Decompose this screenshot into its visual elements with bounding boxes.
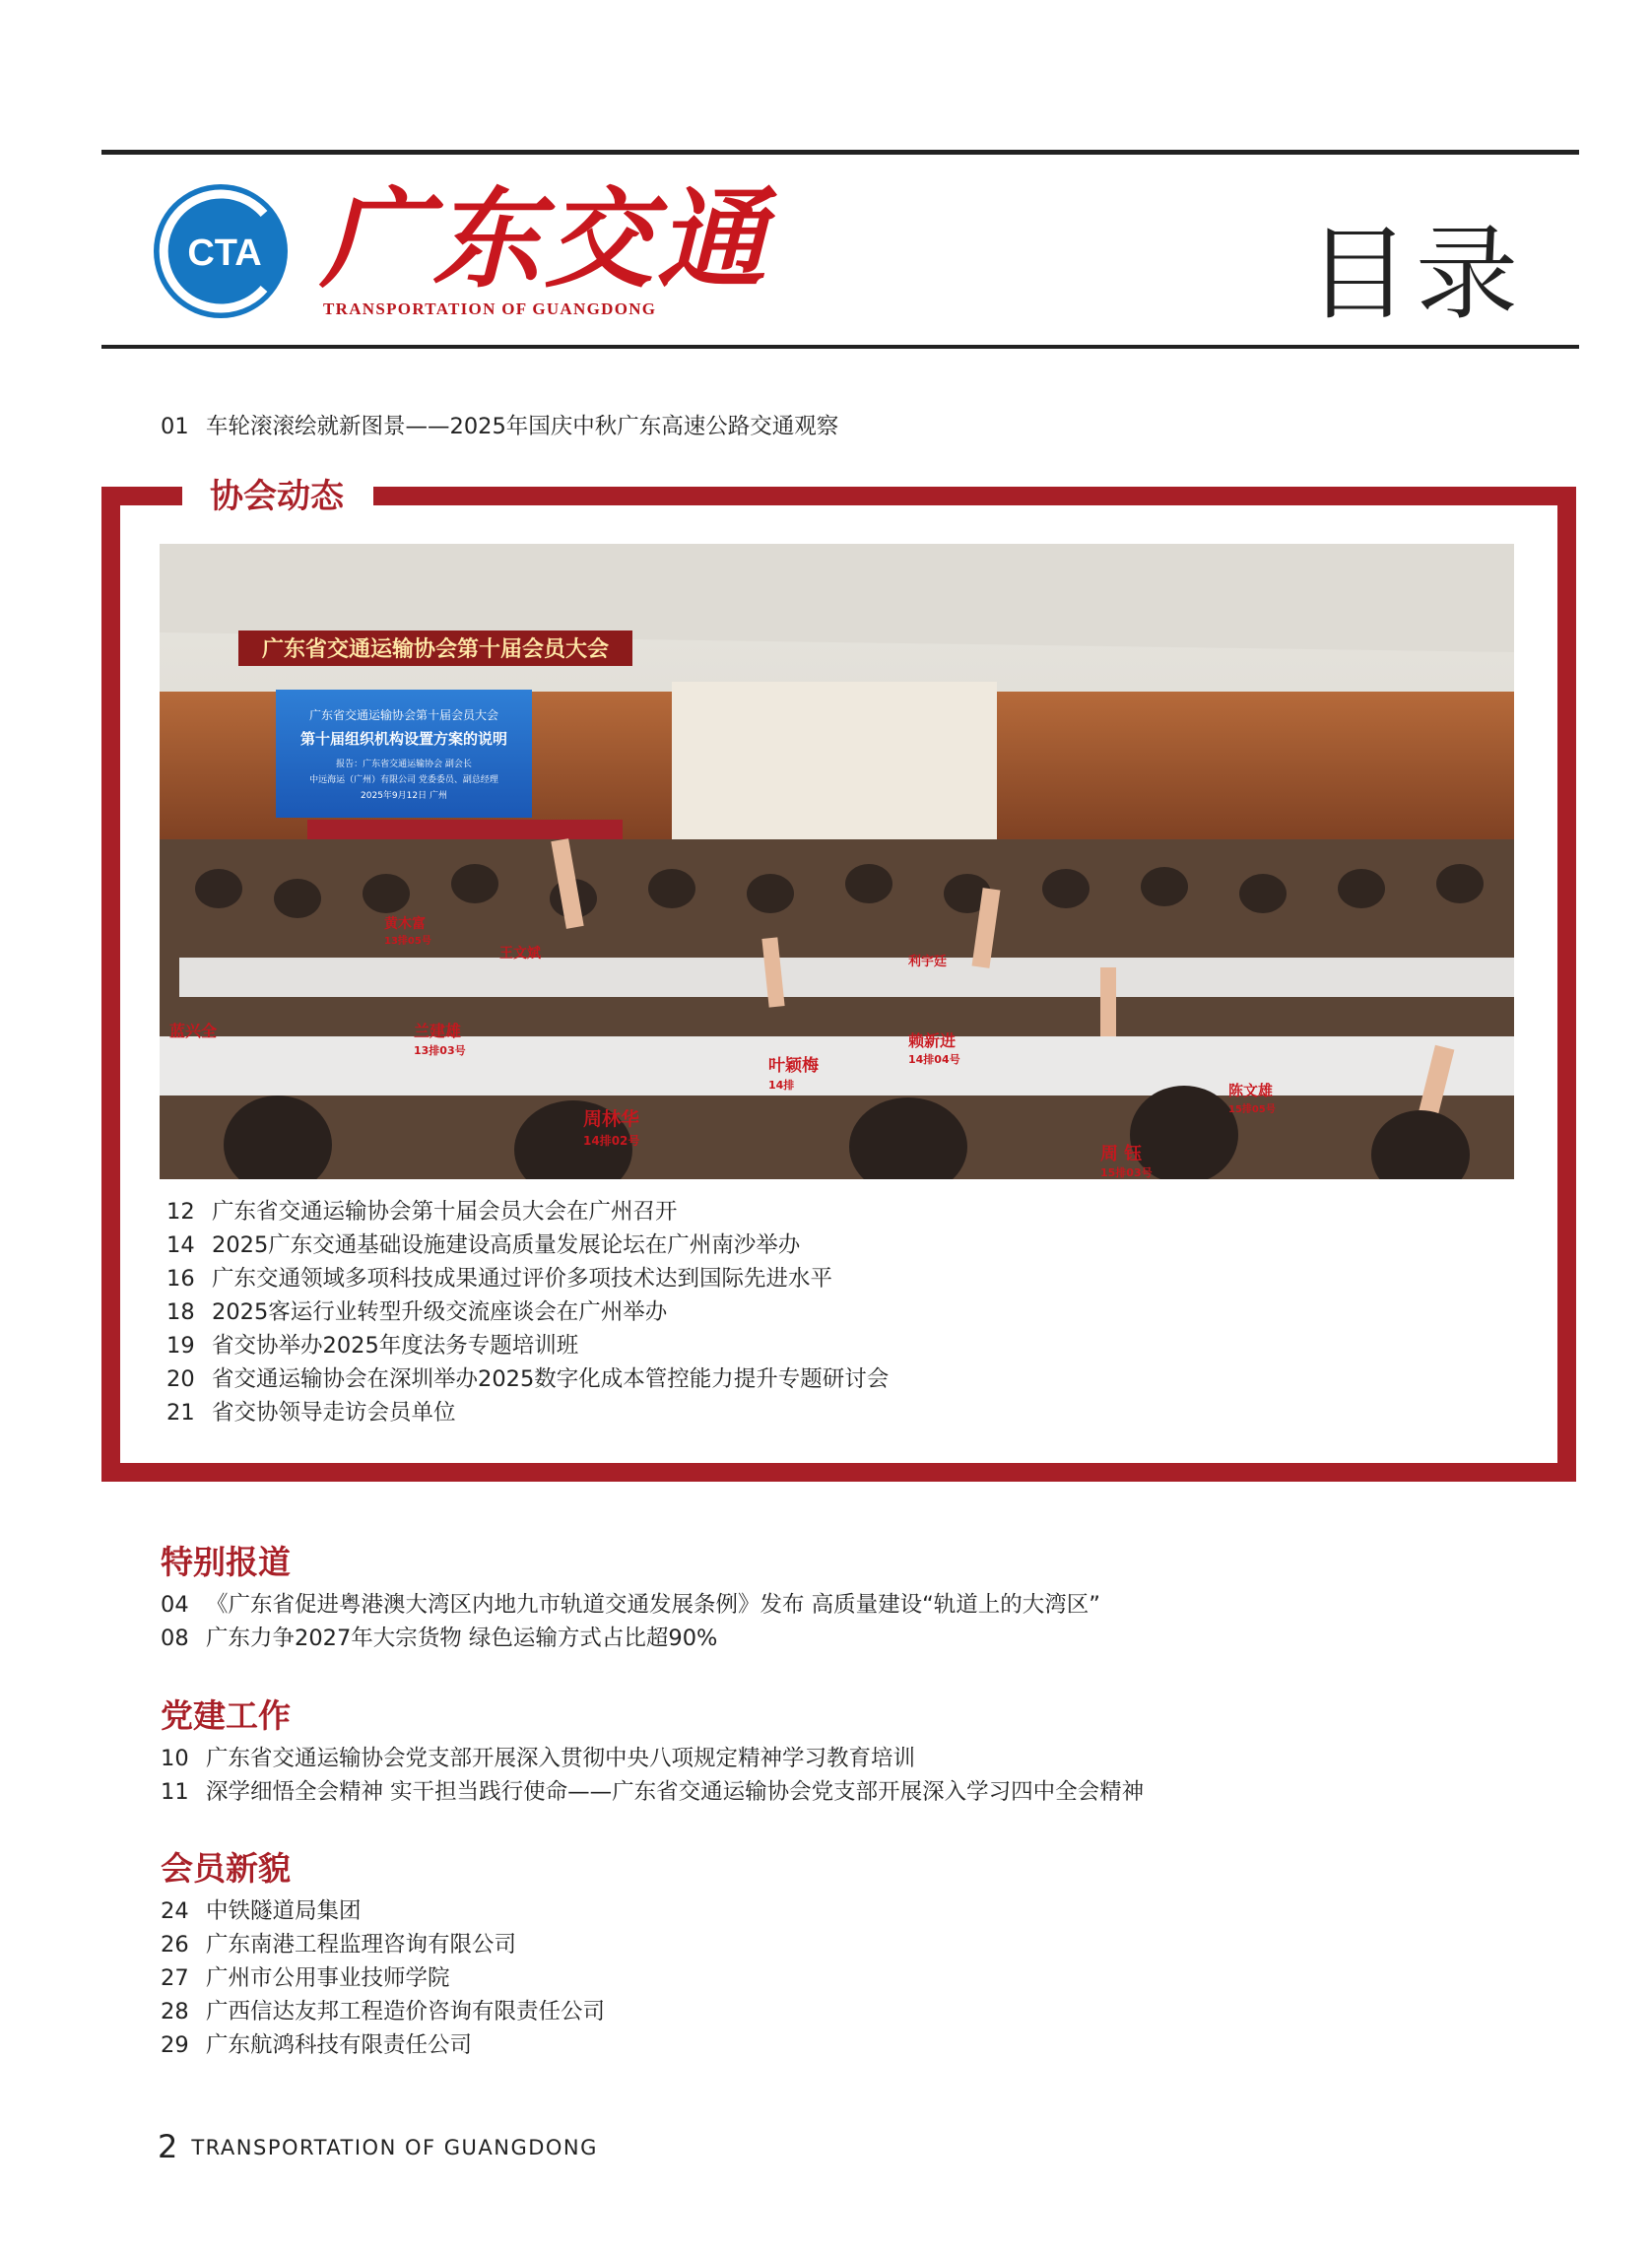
association-item-list xyxy=(166,1195,889,1429)
item-page-number: 21 xyxy=(166,1400,195,1426)
photo-screen-line-5: 2025年9月12日 广州 xyxy=(361,791,447,801)
seat-card-seat: 13排05号 xyxy=(384,936,431,947)
toc-title: 目录 xyxy=(1306,214,1524,334)
item-page-number: 29 xyxy=(161,2032,189,2058)
toc-item[interactable] xyxy=(161,2028,605,2062)
photo-screen-line-1: 广东省交通运输协会第十届会员大会 xyxy=(308,708,499,722)
seat-card-name: 利宇廷 xyxy=(908,955,948,969)
toc-item[interactable] xyxy=(166,1228,889,1262)
toc-item[interactable] xyxy=(161,1742,1144,1775)
photo-banner-text: 广东省交通运输协会第十届会员大会 xyxy=(261,636,610,662)
logo-mark-text: CTA xyxy=(187,232,262,274)
photo-screen-line-2: 第十届组织机构设置方案的说明 xyxy=(299,730,508,748)
logo-title-cn: 广东交通 xyxy=(320,175,769,302)
item-page-number: 10 xyxy=(161,1746,189,1771)
item-title: 省交协举办2025年度法务专题培训班 xyxy=(212,1333,579,1359)
toc-item[interactable] xyxy=(161,1928,605,1961)
toc-item[interactable] xyxy=(166,1362,889,1396)
item-title: 广东交通领域多项科技成果通过评价多项技术达到国际先进水平 xyxy=(212,1266,833,1292)
member-profile-section xyxy=(161,1845,605,2062)
special-report-section xyxy=(161,1539,1100,1655)
item-title: 深学细悟全会精神 实干担当践行使命——广东省交通运输协会党支部开展深入学习四中全会精神 xyxy=(206,1779,1145,1805)
seat-card-name: 陈文雄 xyxy=(1228,1082,1274,1099)
item-page-number: 28 xyxy=(161,1999,189,2025)
toc-item[interactable] xyxy=(166,1295,889,1329)
item-page-number: 20 xyxy=(166,1366,195,1392)
seat-card-seat: 14排 xyxy=(768,1079,795,1092)
item-title: 广东省交通运输协会党支部开展深入贯彻中央八项规定精神学习教育培训 xyxy=(206,1746,916,1771)
item-page-number: 08 xyxy=(161,1626,189,1651)
seat-card-name: 蓝兴全 xyxy=(169,1022,218,1040)
seat-card-seat: 15排03号 xyxy=(1100,1166,1153,1179)
logo-title-en: TRANSPORTATION OF GUANGDONG xyxy=(323,299,657,318)
toc-item[interactable] xyxy=(161,1995,605,2028)
section-title-association: 协会动态 xyxy=(182,476,373,517)
photo-screen-line-4: 中远海运（广州）有限公司 党委委员、副总经理 xyxy=(309,775,498,785)
item-title: 广东航鸿科技有限责任公司 xyxy=(206,2032,473,2058)
toc-item[interactable] xyxy=(161,1622,1100,1655)
lead-item[interactable] xyxy=(161,410,838,443)
cta-logo-icon xyxy=(148,178,294,324)
item-title: 省交通运输协会在深圳举办2025数字化成本管控能力提升专题研讨会 xyxy=(212,1366,890,1392)
item-page-number: 16 xyxy=(166,1266,195,1292)
item-page-number: 18 xyxy=(166,1299,195,1325)
item-title: 中铁隧道局集团 xyxy=(206,1898,362,1924)
item-page-number: 26 xyxy=(161,1932,189,1958)
toc-item[interactable] xyxy=(161,1588,1100,1622)
seat-card-name: 兰建雄 xyxy=(414,1022,462,1040)
item-title: 广东南港工程监理咨询有限公司 xyxy=(206,1932,517,1958)
seat-card-name: 赖新进 xyxy=(908,1031,957,1050)
item-page-number: 19 xyxy=(166,1333,195,1359)
page-number: 2 xyxy=(158,2128,178,2165)
item-page-number: 12 xyxy=(166,1199,195,1225)
item-title: 《广东省促进粤港澳大湾区内地九市轨道交通发展条例》发布 高质量建设“轨道上的大湾区” xyxy=(206,1592,1100,1618)
photo-screen-line-3: 报告：广东省交通运输协会 副会长 xyxy=(336,760,472,769)
item-page-number: 04 xyxy=(161,1592,189,1618)
header-bottom-rule xyxy=(101,345,1579,349)
item-page-number: 24 xyxy=(161,1898,189,1924)
page-footer xyxy=(158,2128,598,2165)
meeting-photo xyxy=(160,544,1514,1179)
seat-card-name: 周林华 xyxy=(583,1108,640,1130)
seat-card-seat: 15排05号 xyxy=(1228,1104,1276,1115)
item-page-number: 14 xyxy=(166,1232,195,1258)
party-building-section xyxy=(161,1693,1144,1809)
header-top-rule xyxy=(101,150,1579,155)
toc-item[interactable] xyxy=(166,1329,889,1362)
item-title: 广西信达友邦工程造价咨询有限责任公司 xyxy=(206,1999,606,2025)
seat-card-name: 王文斌 xyxy=(499,946,541,962)
section-title-party: 党建工作 xyxy=(161,1696,291,1735)
item-page-number: 01 xyxy=(161,414,189,439)
toc-item[interactable] xyxy=(161,1961,605,1995)
item-title: 广东力争2027年大宗货物 绿色运输方式占比超90% xyxy=(206,1626,718,1651)
toc-item[interactable] xyxy=(166,1195,889,1228)
item-title: 广州市公用事业技师学院 xyxy=(206,1965,450,1991)
seat-card-name: 周 钰 xyxy=(1100,1144,1143,1164)
item-title: 省交协领导走访会员单位 xyxy=(212,1400,456,1426)
masthead-logo xyxy=(148,175,769,323)
item-page-number: 27 xyxy=(161,1965,189,1991)
seat-card-seat: 14排04号 xyxy=(908,1053,960,1066)
toc-item[interactable] xyxy=(161,1775,1144,1809)
toc-item[interactable] xyxy=(166,1262,889,1295)
item-title: 车轮滚滚绘就新图景——2025年国庆中秋广东高速公路交通观察 xyxy=(206,414,839,439)
item-title: 广东省交通运输协会第十届会员大会在广州召开 xyxy=(212,1199,678,1225)
seat-card-name: 黄木富 xyxy=(384,916,426,932)
section-title-special: 特别报道 xyxy=(161,1543,291,1581)
seat-card-seat: 13排03号 xyxy=(414,1044,466,1057)
item-title: 2025广东交通基础设施建设高质量发展论坛在广州南沙举办 xyxy=(212,1232,801,1258)
section-title-members: 会员新貌 xyxy=(161,1849,291,1888)
item-title: 2025客运行业转型升级交流座谈会在广州举办 xyxy=(212,1299,668,1325)
seat-card-seat: 14排02号 xyxy=(583,1134,640,1148)
item-page-number: 11 xyxy=(161,1779,189,1805)
toc-item[interactable] xyxy=(161,1894,605,1928)
footer-publication: TRANSPORTATION OF GUANGDONG xyxy=(191,2136,598,2159)
association-news-box xyxy=(101,477,1576,1482)
seat-card-name: 叶颖梅 xyxy=(768,1056,819,1076)
toc-item[interactable] xyxy=(166,1396,889,1429)
